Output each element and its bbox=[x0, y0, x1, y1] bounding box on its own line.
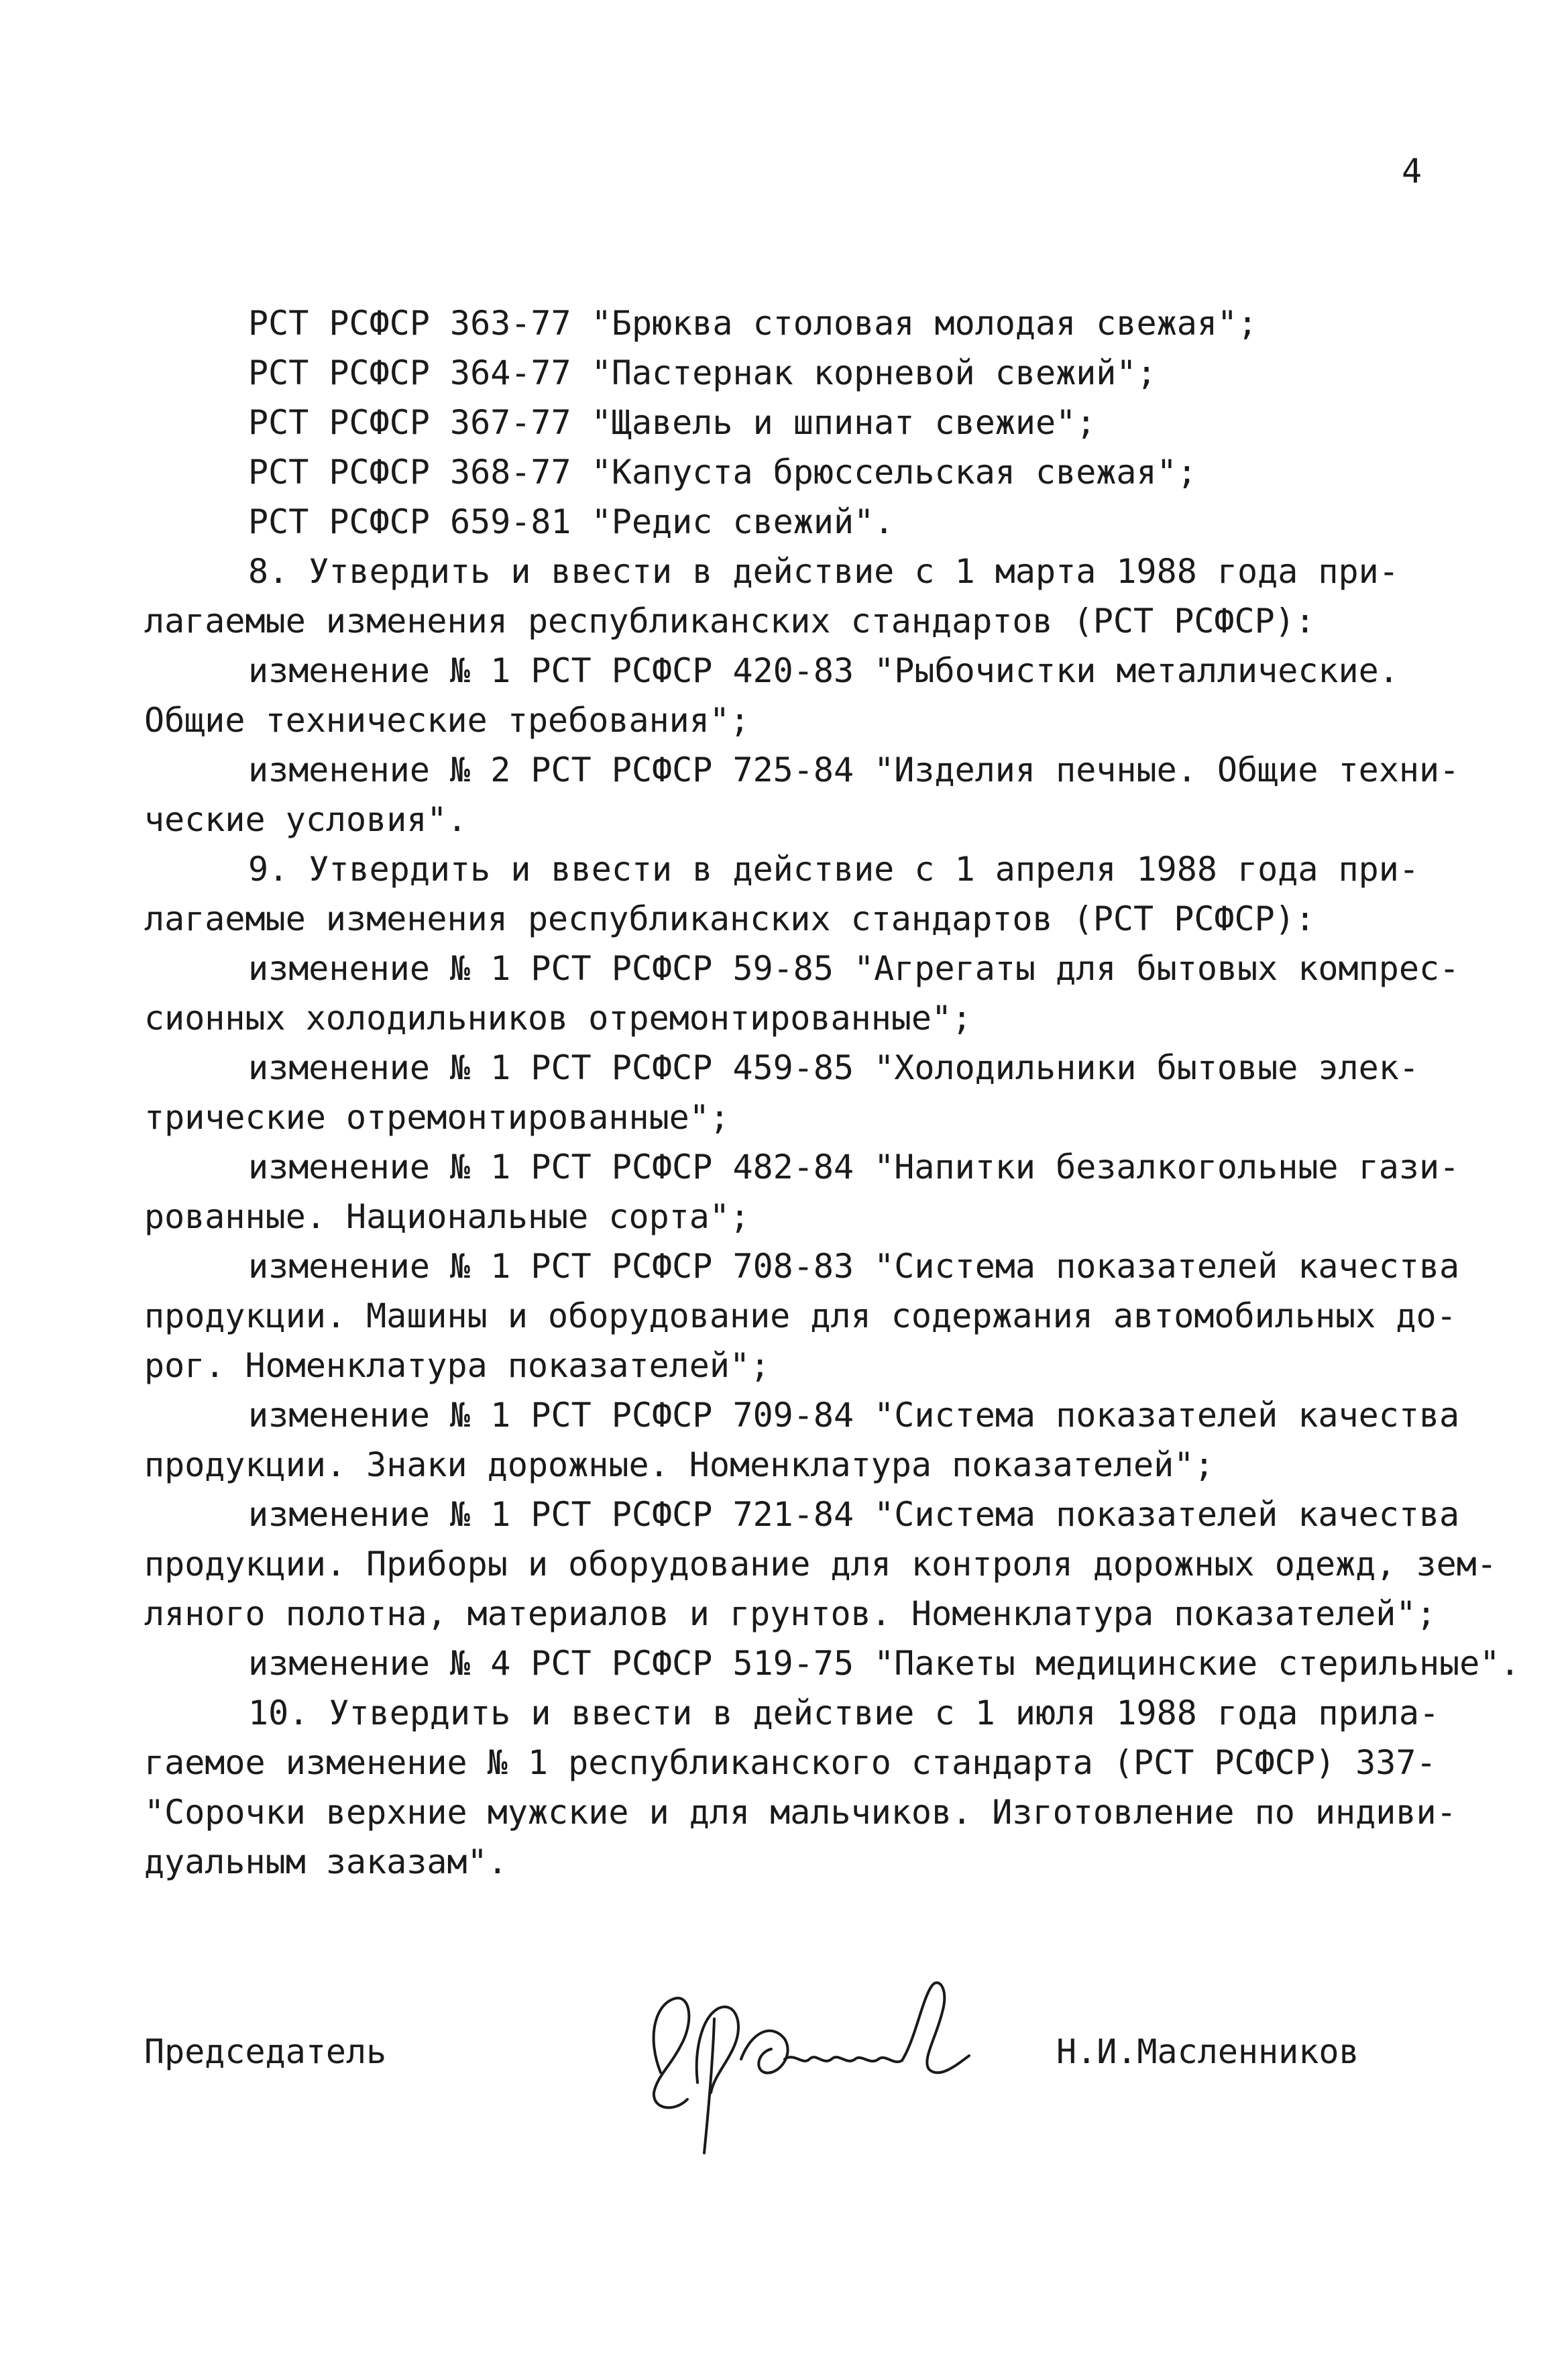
paragraph-line: лагаемые изменения республиканских стандартов (РСТ РСФСР): bbox=[144, 602, 1315, 641]
paragraph-line: ляного полотна, материалов и грунтов. Номенклатура показателей"; bbox=[144, 1594, 1437, 1633]
paragraph-line: изменение № 1 РСТ РСФСР 482-84 "Напитки безалкогольные гази- bbox=[248, 1148, 1460, 1186]
document-body bbox=[144, 298, 1520, 1887]
paragraph-line: продукции. Приборы и оборудование для контроля дорожных одежд, зем- bbox=[144, 1545, 1497, 1584]
paragraph-line: Общие технические требования"; bbox=[144, 701, 750, 740]
paragraph-line: изменение № 1 РСТ РСФСР 709-84 "Система показателей качества bbox=[248, 1396, 1460, 1435]
chairman-name: Н.И.Масленников bbox=[1056, 2032, 1359, 2071]
paragraph-line: изменение № 1 РСТ РСФСР 59-85 "Агрегаты для бытовых компрес- bbox=[248, 949, 1460, 988]
line-std: РСТ РСФСР 659-81 "Редис свежий". bbox=[248, 502, 895, 541]
paragraph-line: 10. Утвердить и ввести в действие с 1 июля 1988 года прила- bbox=[248, 1694, 1440, 1732]
paragraph-line: изменение № 1 РСТ РСФСР 708-83 "Система показателей качества bbox=[248, 1247, 1460, 1286]
paragraph-line: ческие условия". bbox=[144, 800, 467, 839]
paragraph-line: изменение № 4 РСТ РСФСР 519-75 "Пакеты медицинские стерильные". bbox=[248, 1644, 1520, 1683]
paragraph-line: лагаемые изменения республиканских стандартов (РСТ РСФСР): bbox=[144, 899, 1315, 938]
paragraph-line: продукции. Машины и оборудование для содержания автомобильных до- bbox=[144, 1296, 1457, 1335]
paragraph-line: изменение № 1 РСТ РСФСР 721-84 "Система показателей качества bbox=[248, 1495, 1460, 1534]
paragraph-line: изменение № 2 РСТ РСФСР 725-84 "Изделия печные. Общие техни- bbox=[248, 751, 1460, 789]
paragraph-line: изменение № 1 РСТ РСФСР 459-85 "Холодильники бытовые элек- bbox=[248, 1048, 1419, 1087]
paragraph-line: продукции. Знаки дорожные. Номенклатура показателей"; bbox=[144, 1445, 1215, 1484]
paragraph-line: 9. Утвердить и ввести в действие с 1 апреля 1988 года при- bbox=[248, 850, 1419, 889]
paragraph-line: "Сорочки верхние мужские и для мальчиков. Изготовление по индиви- bbox=[144, 1793, 1457, 1832]
paragraph-line: гаемое изменение № 1 республиканского стандарта (РСТ РСФСР) 337- bbox=[144, 1743, 1437, 1782]
signature bbox=[634, 1958, 1063, 2160]
line-std: РСТ РСФСР 363-77 "Брюква столовая молодая свежая"; bbox=[248, 304, 1258, 343]
paragraph-line: трические отремонтированные"; bbox=[144, 1098, 730, 1137]
paragraph-line: изменение № 1 РСТ РСФСР 420-83 "Рыбочистки металлические. bbox=[248, 651, 1399, 690]
line-std: РСТ РСФСР 367-77 "Щавель и шпинат свежие"; bbox=[248, 403, 1097, 442]
paragraph-line: дуальным заказам". bbox=[144, 1842, 508, 1881]
paragraph-line: рованные. Национальные сорта"; bbox=[144, 1197, 750, 1236]
paragraph-line: сионных холодильников отремонтированные"; bbox=[144, 999, 972, 1038]
line-std: РСТ РСФСР 364-77 "Пастернак корневой свежий"; bbox=[248, 353, 1157, 392]
page-number: 4 bbox=[1402, 152, 1422, 190]
signature-block bbox=[144, 2019, 1418, 2166]
paragraph-line: рог. Номенклатура показателей"; bbox=[144, 1346, 771, 1385]
paragraph-line: 8. Утвердить и ввести в действие с 1 марта 1988 года при- bbox=[248, 552, 1399, 591]
line-std: РСТ РСФСР 368-77 "Капуста брюссельская свежая"; bbox=[248, 453, 1197, 492]
chairman-title: Председатель bbox=[144, 2032, 387, 2071]
